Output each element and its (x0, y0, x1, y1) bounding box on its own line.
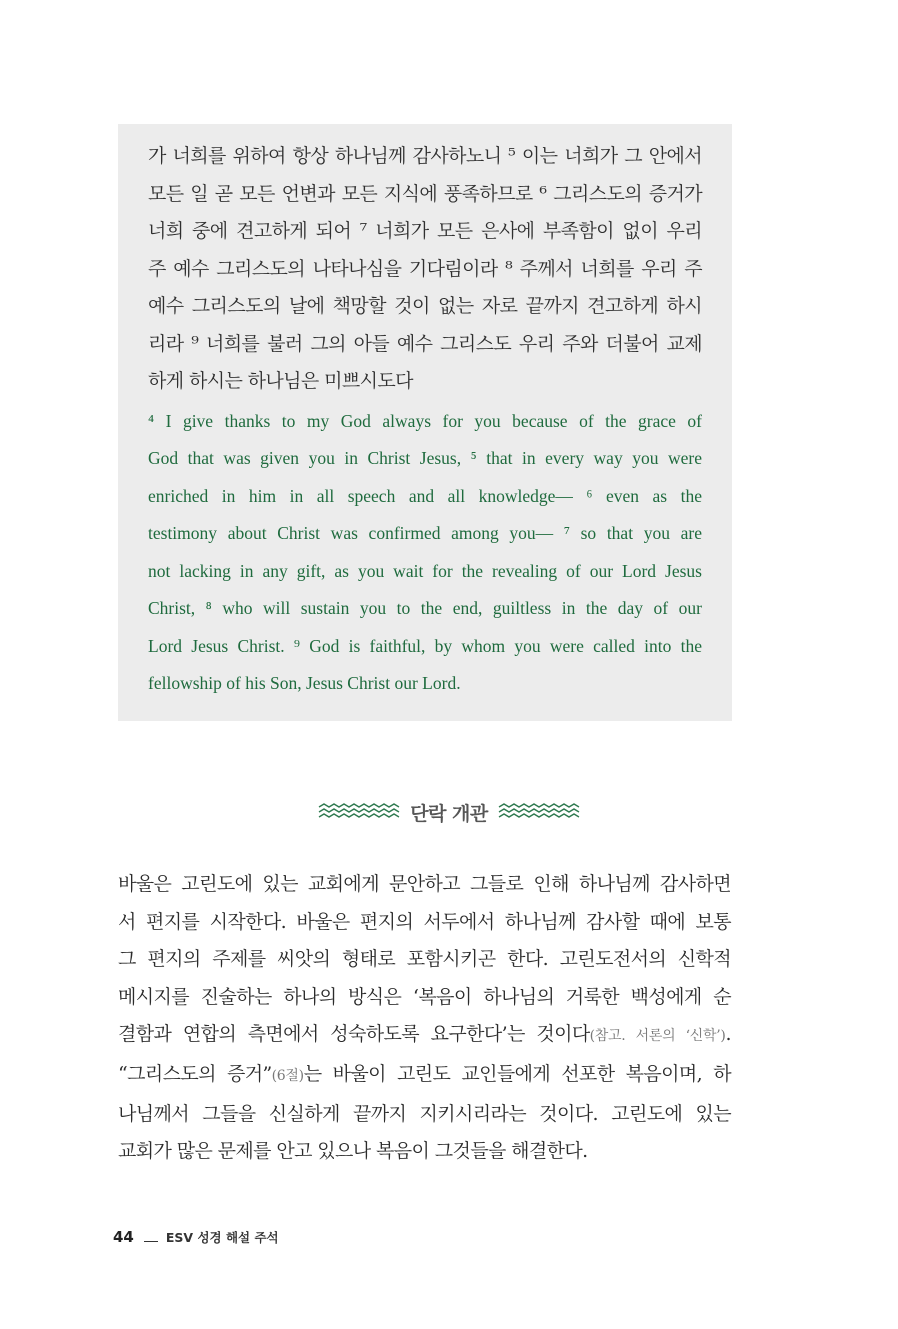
paragraph-line: 메시지를 진술하는 하나의 방식은 ‘복음이 하나님의 거룩한 백성에게 순 (118, 985, 731, 1008)
paragraph-line: 바울은 고린도에 있는 교회에게 문안하고 그들로 인해 하나님께 감사하면 (118, 873, 731, 895)
paragraph-line: 교회가 많은 문제를 안고 있으나 복음이 그것들을 해결한다. (118, 1140, 588, 1163)
korean-line: 하게 하시는 하나님은 미쁘시도다 (148, 370, 413, 392)
korean-line: 리라 ⁹ 너희를 불러 그의 아들 예수 그리스도 우리 주와 더불어 교제 (148, 332, 702, 355)
page-footer (113, 1226, 279, 1248)
paragraph-line: 나님께서 그들을 신실하게 끝까지 지키시리라는 것이다. 고린도에 있는 (118, 1102, 731, 1125)
english-scripture (148, 403, 702, 703)
paragraph-line: 그 편지의 주제를 씨앗의 형태로 포함시키곤 한다. 고린도전서의 신학적 (118, 948, 731, 971)
korean-line: 예수 그리스도의 날에 책망할 것이 없는 자로 끝까지 견고하게 하시 (148, 295, 702, 317)
korean-line: 모든 일 곧 모든 언변과 모든 지식에 풍족하므로 ⁶ 그리스도의 증거가 (148, 182, 702, 205)
paragraph-text: 결함과 연합의 측면에서 성숙하도록 요구한다’는 것이다 (118, 1023, 590, 1046)
section-heading (0, 796, 898, 828)
english-line: God that was given you in Christ Jesus, ⁵ that in every way you were (148, 448, 702, 468)
korean-line: 주 예수 그리스도의 나타나심을 기다림이라 ⁸ 주께서 너희를 우리 주 (148, 257, 702, 280)
section-heading-text: 단락 개관 (410, 802, 488, 825)
quoted-phrase: “그리스도의 증거” (118, 1062, 272, 1085)
wave-ornament-icon (498, 803, 580, 821)
english-line: fellowship of his Son, Jesus Christ our Lord. (148, 673, 461, 693)
paragraph-line (118, 1056, 731, 1096)
korean-line: 너희 중에 견고하게 되어 ⁷ 너희가 모든 은사에 부족함이 없이 우리 (148, 220, 702, 242)
page-number: 44 (113, 1228, 134, 1246)
footer-divider (144, 1241, 158, 1242)
wave-ornament-icon (318, 803, 400, 821)
reference-note: (참고. 서론의 ‘신학’) (589, 1028, 726, 1045)
english-line: enriched in him in all speech and all knowledge— ⁶ even as the (148, 485, 702, 506)
verse-note: (6절) (271, 1067, 304, 1084)
english-line: ⁴ I give thanks to my God always for you because of the grace of (148, 410, 702, 431)
korean-line: 가 너희를 위하여 항상 하나님께 감사하노니 ⁵ 이는 너희가 그 안에서 (148, 145, 702, 167)
korean-scripture (148, 138, 702, 401)
paragraph-line (118, 1016, 731, 1056)
english-line: not lacking in any gift, as you wait for the revealing of our Lord Jesus (148, 560, 702, 581)
english-line: Lord Jesus Christ. ⁹ God is faithful, by whom you were called into the (148, 635, 702, 656)
book-title: ESV 성경 해설 주석 (165, 1230, 279, 1245)
paragraph-text: . (725, 1023, 731, 1046)
english-line: Christ, ⁸ who will sustain you to the end, guiltless in the day of our (148, 598, 702, 618)
scripture-box (118, 124, 732, 721)
paragraph-text: 는 바울이 고린도 교인들에게 선포한 복음이며, 하 (303, 1062, 731, 1085)
english-line: testimony about Christ was confirmed among you— ⁷ so that you are (148, 523, 702, 543)
paragraph-line: 서 편지를 시작한다. 바울은 편지의 서두에서 하나님께 감사할 때에 보통 (118, 910, 731, 933)
overview-paragraph (118, 866, 731, 1171)
